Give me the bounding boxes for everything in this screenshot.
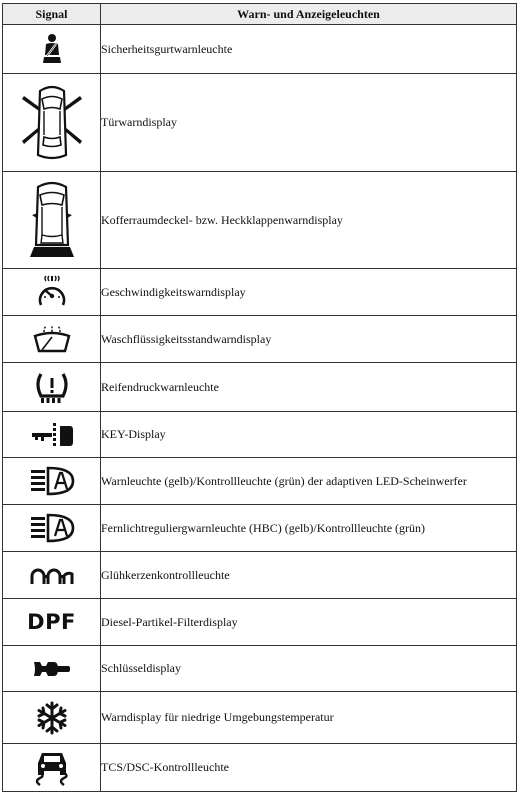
- row-label: Glühkerzenkontrollleuchte: [101, 552, 517, 599]
- glow-plug-icon: [3, 564, 100, 586]
- signal-cell: [3, 505, 101, 552]
- signal-cell: [3, 25, 101, 74]
- signal-cell: [3, 646, 101, 692]
- key-icon: [3, 422, 100, 448]
- row-label: Fernlichtreguliergwarnleuchte (HBC) (gelb)/Kontrollleuchte (grün): [101, 505, 517, 552]
- signal-cell: [3, 316, 101, 363]
- table-row: [3, 172, 517, 269]
- signal-cell: [3, 552, 101, 599]
- high-beam-control-icon: [3, 513, 100, 543]
- trunk-open-car-icon: [3, 179, 100, 261]
- table-row: [3, 458, 517, 505]
- table-row: [3, 25, 517, 74]
- signal-cell: [3, 692, 101, 744]
- wrench-icon: [3, 658, 100, 680]
- table-row: [3, 692, 517, 744]
- tire-pressure-icon: [3, 370, 100, 404]
- row-label: KEY-Display: [101, 412, 517, 458]
- row-label: Schlüsseldisplay: [101, 646, 517, 692]
- tcs-dsc-icon: [3, 749, 100, 787]
- table-row: [3, 505, 517, 552]
- row-label: Sicherheitsgurtwarnleuchte: [101, 25, 517, 74]
- row-label: Türwarndisplay: [101, 74, 517, 172]
- table-row: [3, 74, 517, 172]
- signal-cell: [3, 412, 101, 458]
- table-row: [3, 363, 517, 412]
- row-label: Diesel-Partikel-Filterdisplay: [101, 599, 517, 646]
- table-row: [3, 744, 517, 792]
- table-row: [3, 552, 517, 599]
- table-row: [3, 316, 517, 363]
- table-row: [3, 412, 517, 458]
- table-row: [3, 269, 517, 316]
- row-label: Reifendruckwarnleuchte: [101, 363, 517, 412]
- row-label: Warndisplay für niedrige Umgebungstemperatur: [101, 692, 517, 744]
- seatbelt-icon: [3, 33, 100, 65]
- row-label: Warnleuchte (gelb)/Kontrollleuchte (grün) der adaptiven LED-Scheinwerfer: [101, 458, 517, 505]
- signal-cell: [3, 458, 101, 505]
- dpf-icon: DPF: [27, 610, 76, 634]
- washer-fluid-icon: [3, 324, 100, 354]
- signal-cell: [3, 74, 101, 172]
- signal-cell: [3, 744, 101, 792]
- door-open-car-icon: [3, 83, 100, 163]
- signal-cell: [3, 599, 101, 646]
- signal-cell: [3, 363, 101, 412]
- table-row: [3, 599, 517, 646]
- row-label: Kofferraumdeckel- bzw. Heckklappenwarndisplay: [101, 172, 517, 269]
- header-signal: Signal: [3, 4, 101, 25]
- adaptive-led-headlight-icon: [3, 466, 100, 496]
- snowflake-icon: [3, 700, 100, 736]
- signal-cell: [3, 172, 101, 269]
- warning-lights-table: [2, 3, 517, 792]
- table-header-row: [3, 4, 517, 25]
- speedometer-alert-icon: [3, 275, 100, 309]
- row-label: Geschwindigkeitswarndisplay: [101, 269, 517, 316]
- table-row: [3, 646, 517, 692]
- row-label: TCS/DSC-Kontrollleuchte: [101, 744, 517, 792]
- header-description: Warn- und Anzeigeleuchten: [101, 4, 517, 25]
- signal-cell: [3, 269, 101, 316]
- row-label: Waschflüssigkeitsstandwarndisplay: [101, 316, 517, 363]
